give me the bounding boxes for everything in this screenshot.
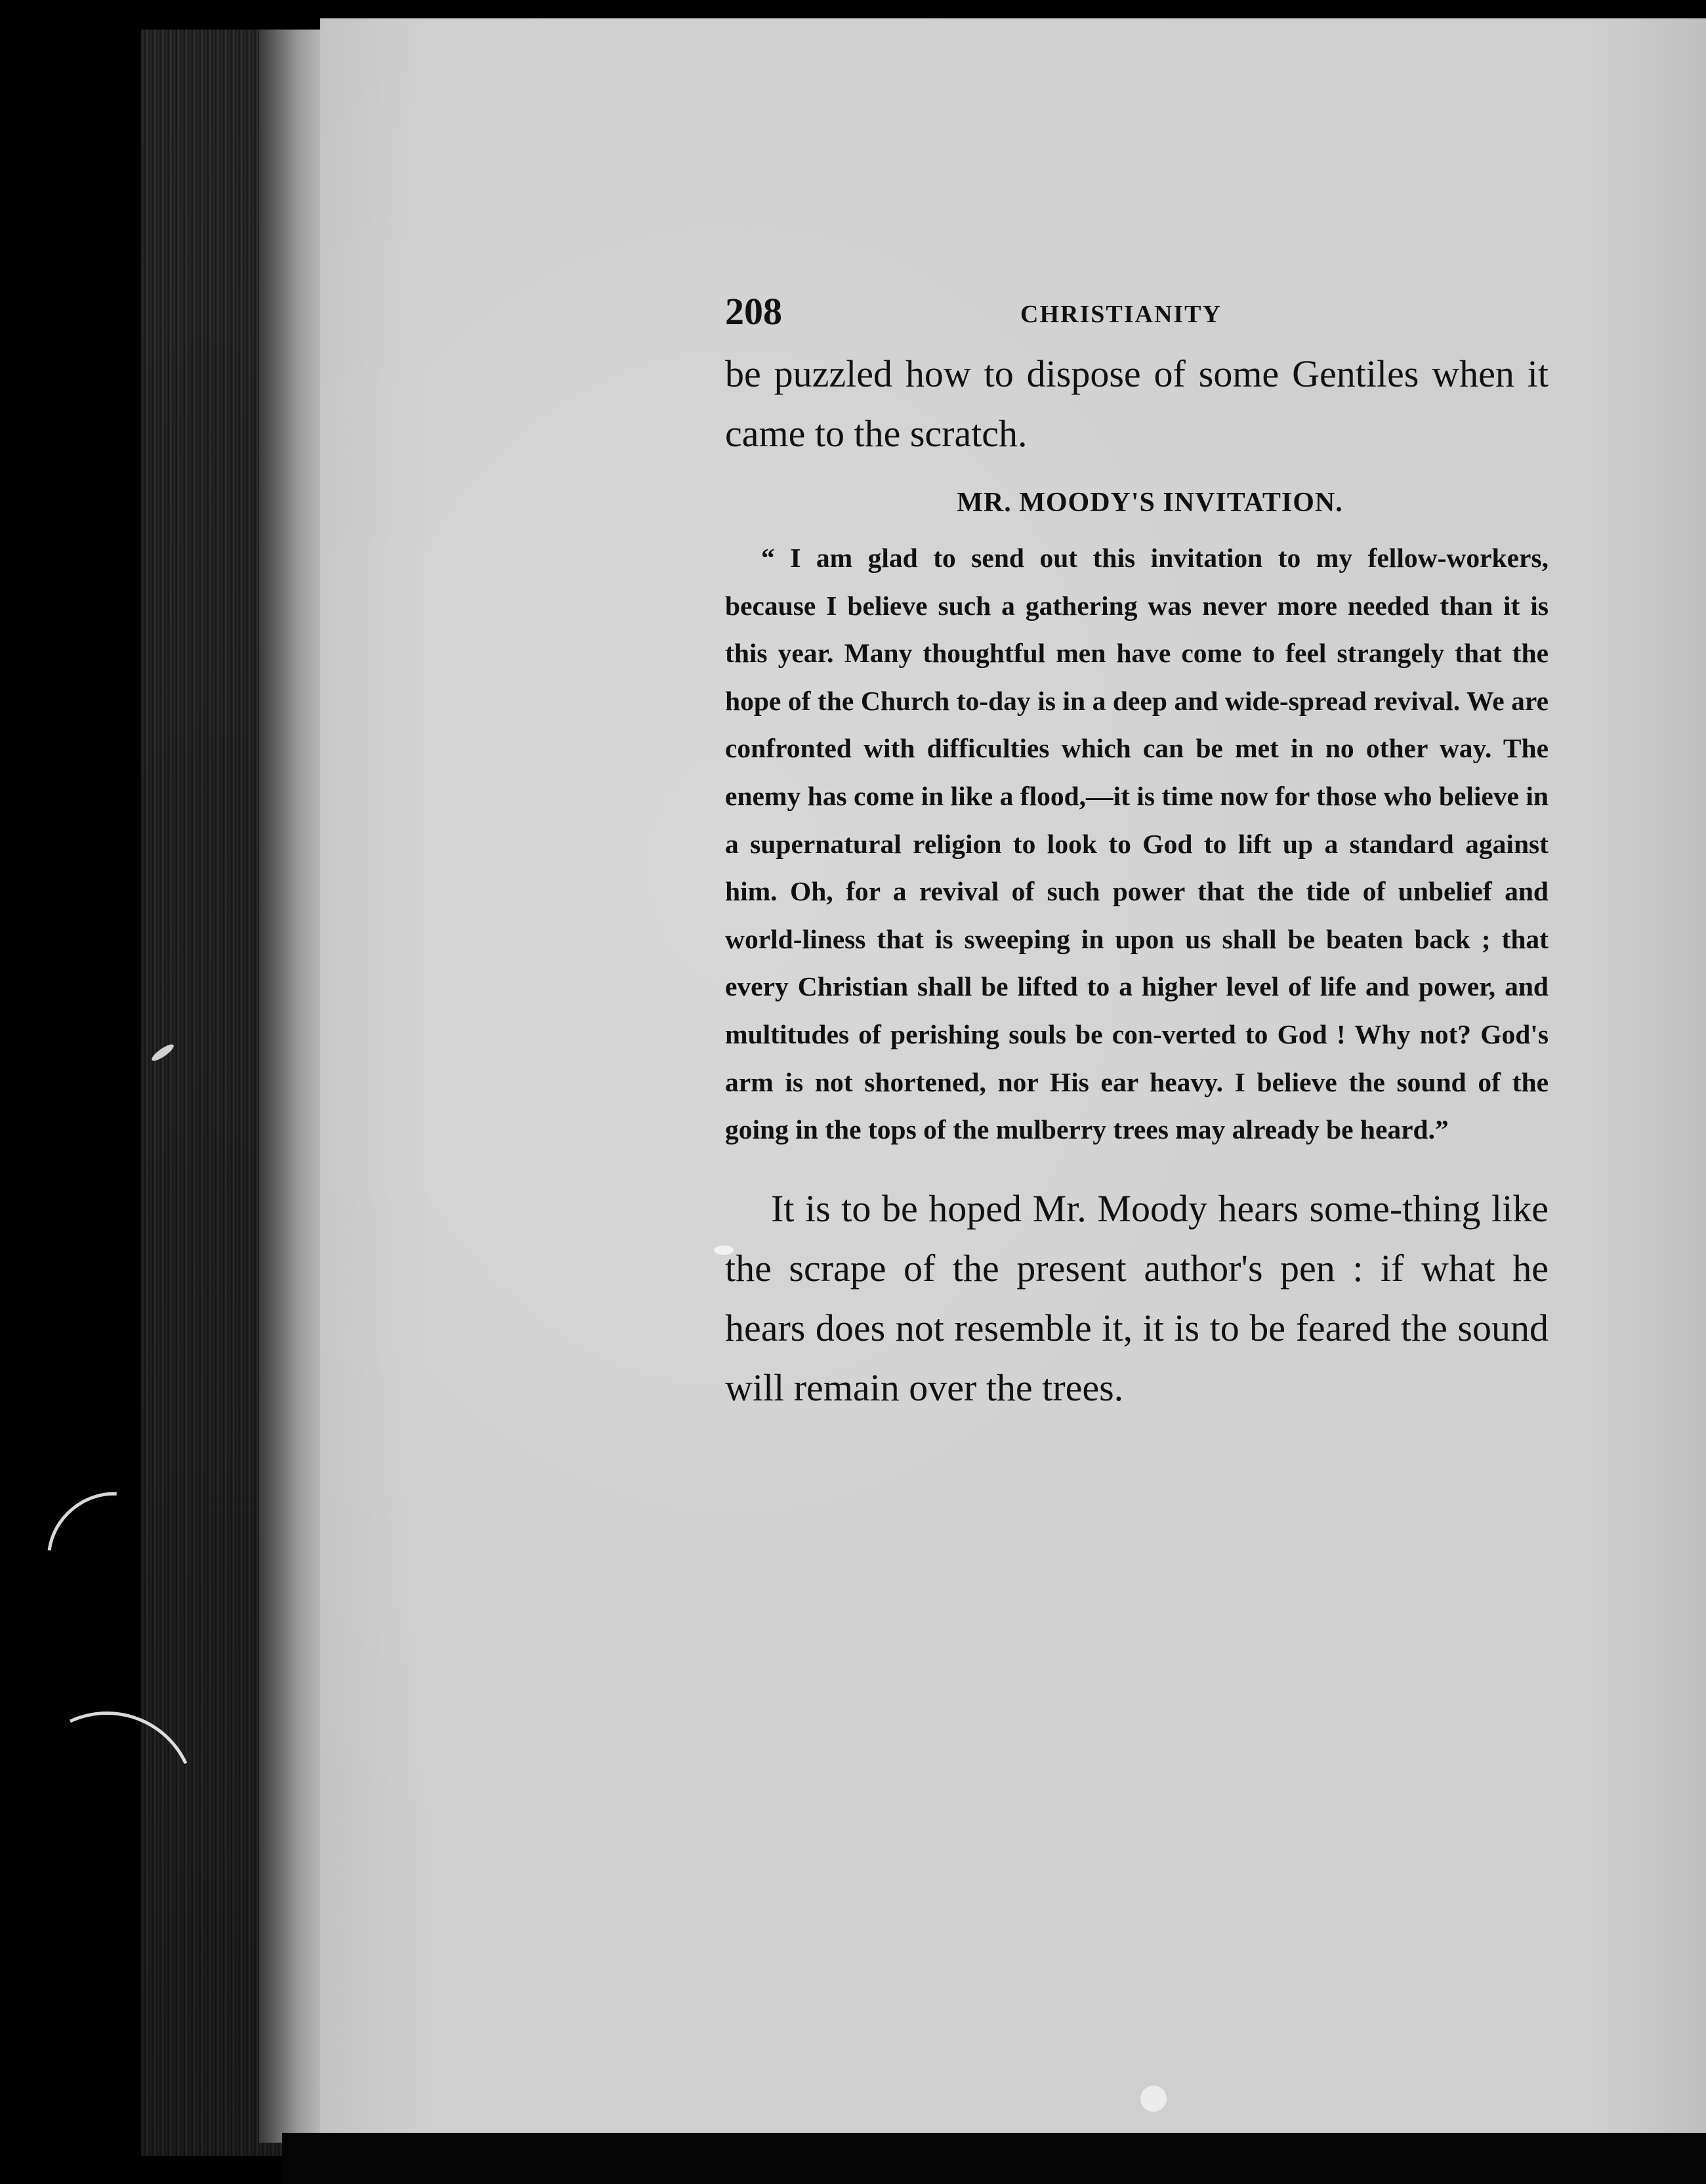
page-side-shadow — [259, 30, 325, 2143]
running-title: CHRISTIANITY — [1020, 301, 1222, 328]
page-number: 208 — [725, 290, 782, 333]
opening-paragraph: be puzzled how to dispose of some Gentiles when it came to the scratch. — [725, 352, 1549, 455]
dust-speck — [1140, 2086, 1167, 2112]
closing-paragraph: It is to be hoped Mr. Moody hears some-thing like the scrape of the present author's pen : if what he hears does not resemble it, it is to be feared the sound will remain over the trees. — [725, 1186, 1549, 1409]
page-text — [725, 289, 1549, 1418]
running-head — [725, 289, 1549, 335]
page-bottom-shadow — [282, 2133, 1706, 2184]
section-heading: MR. MOODY'S INVITATION. — [957, 488, 1343, 518]
quote-paragraph: “ I am glad to send out this invitation to my fellow-workers, because I believe such a gathering was never more needed than it is this year. Many thoughtful men have come to feel strangely that the hope of the Church to-day is in a deep and wide-spread revival. We are confronted with difficulties which can be met in no other way. The enemy has come in like a flood,—it is time now for those who believe in a supernatural religion to look to God to lift up a standard against him. Oh, for a revival of such power that the tide of unbelief and world-liness that is sweeping in upon us shall be beaten back ; that every Christian shall be lifted to a higher level of life and power, and multitudes of perishing souls be con-verted to God ! Why not? God's arm is not shortened, nor His ear heavy. I believe the sound of the going in the tops of the mulberry trees may already be heard.” — [725, 543, 1549, 1145]
